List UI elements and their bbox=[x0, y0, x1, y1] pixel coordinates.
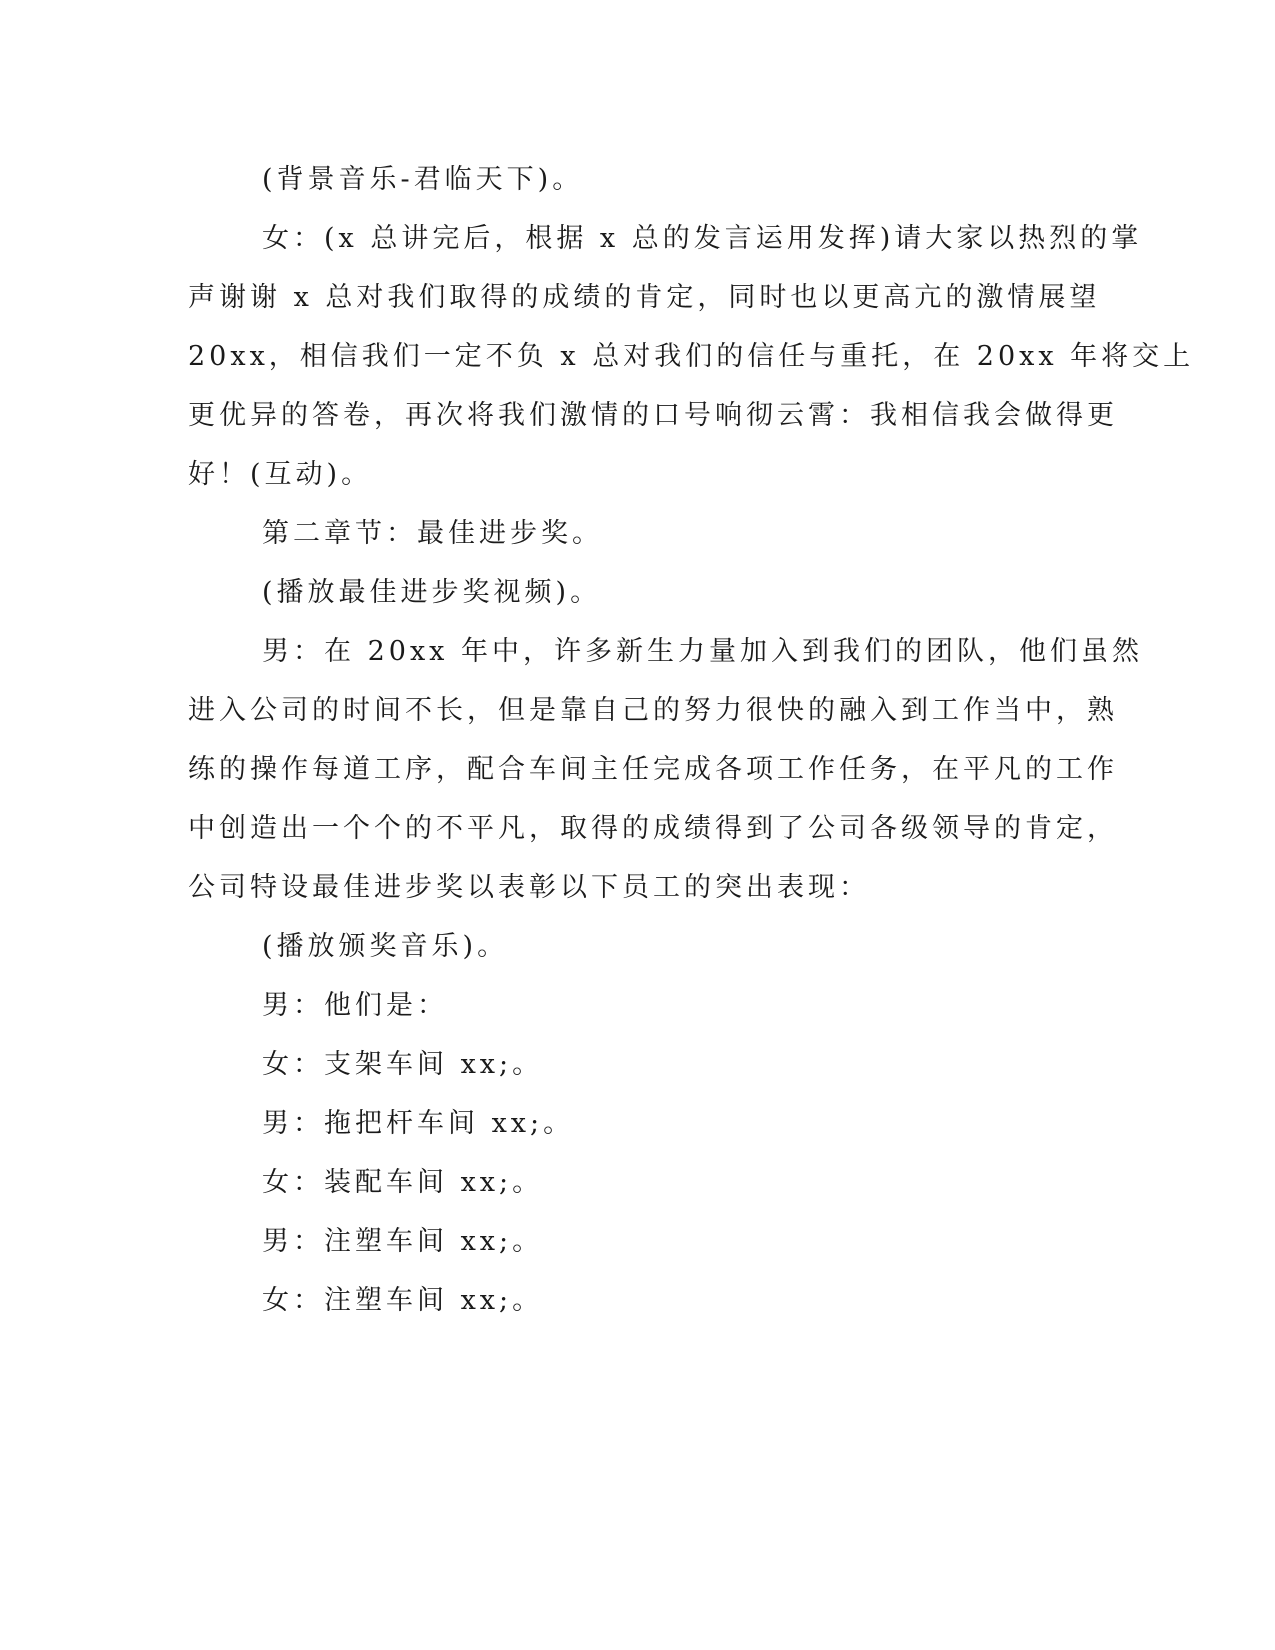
paragraph-bgm-note: (背景音乐-君临天下)。 bbox=[262, 164, 584, 195]
list-item: 女：装配车间 xx;。 bbox=[262, 1167, 544, 1198]
list-item: 男：注塑车间 xx;。 bbox=[262, 1226, 544, 1257]
paragraph-line: 更优异的答卷，再次将我们激情的口号响彻云霄：我相信我会做得更 bbox=[188, 400, 1118, 431]
paragraph-line: 男：在 20xx 年中，许多新生力量加入到我们的团队，他们虽然 bbox=[262, 636, 1143, 667]
paragraph-line: 女：(x 总讲完后，根据 x 总的发言运用发挥)请大家以热烈的掌 bbox=[262, 223, 1143, 254]
list-item: 女：注塑车间 xx;。 bbox=[262, 1285, 544, 1316]
paragraph-line: 练的操作每道工序，配合车间主任完成各项工作任务，在平凡的工作 bbox=[188, 754, 1118, 785]
list-item: 女：支架车间 xx;。 bbox=[262, 1049, 544, 1080]
paragraph-line: 公司特设最佳进步奖以表彰以下员工的突出表现： bbox=[188, 872, 870, 903]
paragraph-line: 中创造出一个个的不平凡，取得的成绩得到了公司各级领导的肯定， bbox=[188, 813, 1118, 844]
paragraph-line: 好！(互动)。 bbox=[188, 459, 373, 490]
paragraph-line: 男：他们是： bbox=[262, 990, 448, 1021]
paragraph-line: 声谢谢 x 总对我们取得的成绩的肯定，同时也以更高亢的激情展望 bbox=[188, 282, 1101, 313]
paragraph-line: (播放最佳进步奖视频)。 bbox=[262, 577, 602, 608]
section-heading: 第二章节：最佳进步奖。 bbox=[262, 518, 603, 549]
list-item: 男：拖把杆车间 xx;。 bbox=[262, 1108, 575, 1139]
paragraph-line: 进入公司的时间不长，但是靠自己的努力很快的融入到工作当中，熟 bbox=[188, 695, 1118, 726]
paragraph-line: (播放颁奖音乐)。 bbox=[262, 931, 509, 962]
paragraph-line: 20xx，相信我们一定不负 x 总对我们的信任与重托，在 20xx 年将交上 bbox=[188, 341, 1195, 372]
